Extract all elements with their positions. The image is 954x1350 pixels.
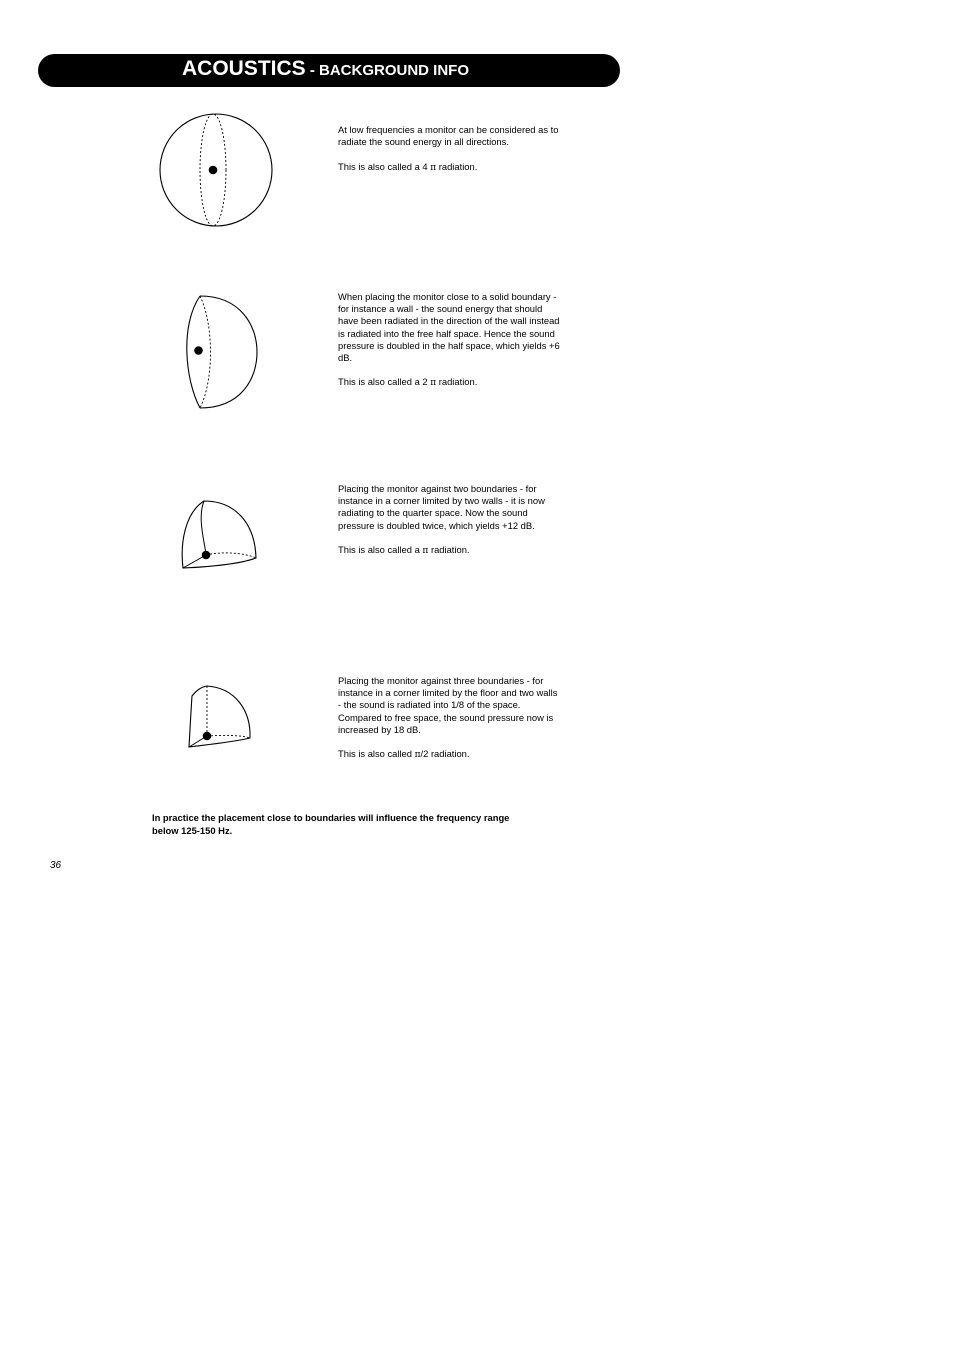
section-paragraph: At low frequencies a monitor can be considered as to radiate the sound energy in all directions. [338, 124, 559, 148]
quarter-sphere-figure [175, 493, 265, 575]
radiation-label: This is also called π/2 radiation. [338, 748, 470, 761]
half-sphere-outline [200, 296, 257, 408]
floor-edge [206, 553, 256, 558]
radiation-label: This is also called a 2 π radiation. [338, 376, 478, 389]
half-space-text [338, 291, 563, 390]
pi-symbol: π [430, 378, 437, 389]
header-bar [38, 54, 620, 87]
pi-symbol: π [430, 162, 437, 173]
vertical-edge [201, 501, 206, 555]
source-dot [194, 346, 203, 355]
eighth-sphere-outline [189, 686, 250, 747]
page-title [182, 57, 469, 81]
full-sphere-figure [155, 110, 279, 234]
page-number: 36 [50, 860, 62, 871]
quarter-space-text [338, 483, 563, 557]
radiation-label: This is also called a π radiation. [338, 544, 470, 556]
half-sphere-figure [180, 290, 264, 414]
pi-symbol: π [414, 750, 421, 761]
section-paragraph: Placing the monitor against three boundaries - for instance in a corner limited by the floor and two walls - the sound is radiated into 1/8 of the space. Compared to free space, the sound pressure now is increased by 18 dB. [338, 675, 558, 735]
source-dot [203, 732, 212, 741]
boundary-note: In practice the placement close to boundaries will influence the frequency range below 125-150 Hz. [152, 812, 510, 836]
full-space-text [338, 124, 563, 174]
eighth-space-text [338, 675, 563, 761]
eighth-sphere-figure [183, 680, 257, 752]
pi-symbol: π [422, 546, 429, 556]
source-dot [209, 166, 218, 175]
radiation-label: This is also called a 4 π radiation. [338, 160, 478, 173]
quarter-sphere-outline [182, 501, 256, 568]
title-sub: - BACKGROUND INFO [305, 62, 470, 79]
source-dot [202, 551, 211, 560]
floor-edge-dashed [207, 735, 250, 738]
title-main: ACOUSTICS [182, 57, 306, 80]
section-paragraph: Placing the monitor against two boundaries - for instance in a corner limited by two walls - it is now radiating to the quarter space. Now the sound pressure is doubled twice, which yields +12 dB. [338, 483, 545, 531]
section-paragraph: When placing the monitor close to a solid boundary - for instance a wall - the sound energy that should have been radiated in the direction of the wall instead is radiated into the free half space. Hence the sound pressure is doubled in the half space, which yields +6 dB. [338, 291, 560, 364]
